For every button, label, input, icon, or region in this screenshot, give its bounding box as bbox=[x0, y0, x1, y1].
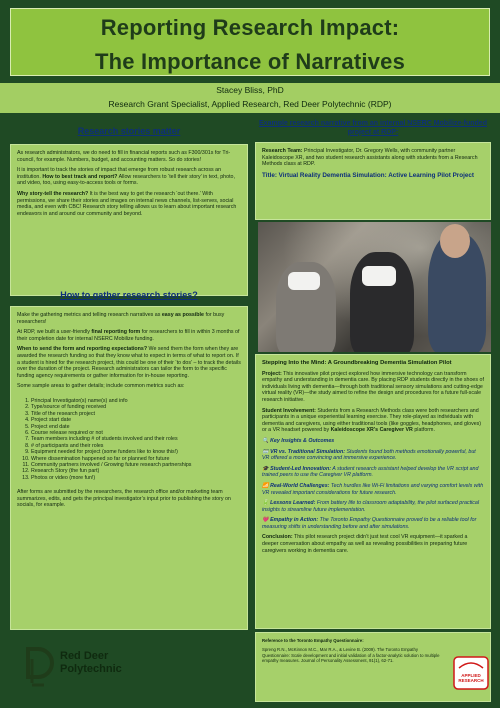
gather-p1: Make the gathering metrics and telling research narratives as easy as possible for busy researchers! bbox=[17, 312, 225, 325]
list-item: 4. Project start date bbox=[31, 417, 241, 423]
insight-item: 🎓 Student-Led Innovation: A student research assistant helped develop the VR script and trained peers to use the Caregiver VR platform. bbox=[262, 465, 479, 479]
battery-icon: 🔋 bbox=[262, 500, 271, 507]
example-narrative-title: Example research narrative from an internal NSERC Mobilize-funded project at RDP: bbox=[259, 120, 487, 136]
poster-header bbox=[10, 8, 490, 76]
gather-p5: After forms are submitted by the researchers, the research office and/or marketing team summarizes, edits, and gets the principal investigator’s input prior to publishing the story on socials, for example. bbox=[17, 489, 231, 509]
vr-classroom-photo bbox=[258, 222, 491, 352]
stamp-label: APPLIED RESEARCH bbox=[458, 673, 484, 683]
list-item: 2. Type/source of funding received bbox=[31, 404, 241, 410]
list-item: 7. Team members including # of students involved and their roles bbox=[31, 436, 241, 442]
poster-title-line1: Reporting Research Impact: bbox=[100, 15, 400, 40]
list-item: 8. # of participants and their roles bbox=[31, 443, 241, 449]
vr-headset-icon: 🥽 bbox=[262, 448, 271, 455]
list-item: 12. Research Story (the fun part) bbox=[31, 468, 241, 474]
list-item: 5. Project end date bbox=[31, 424, 241, 430]
conclusion: Conclusion: This pilot research project didn’t just test cool VR equipment—it sparked a deeper conversation about empathy as well as revealing possibilities in preparing future caregivers working in dementia care. bbox=[262, 534, 468, 554]
student-involvement: Student Involvement: Students from a Research Methods class were both researchers and participants in a unique experiential learning exercise. They role-played as individuals with dementia and caregivers, using either traditional tools (like goggles, headphones, and gloves) or a VR headset powered by Kaleidoscope XR’s Caregiver VR platform. bbox=[262, 407, 482, 434]
heart-icon: 💗 bbox=[262, 517, 271, 524]
author-name: Stacey Bliss, PhD bbox=[216, 85, 284, 95]
list-item: 6. Course release required or not bbox=[31, 430, 241, 436]
insight-item: 💗 Empathy in Action: The Toronto Empathy Questionnaire proved to be a reliable tool for measuring shifts in understanding before and after simulations. bbox=[262, 517, 477, 530]
author-band bbox=[0, 83, 500, 113]
insight-item: 📶 Real-World Challenges: Tech hurdles like Wi-Fi limitations and varying comfort levels with VR revealed important considerations for future research. bbox=[262, 482, 484, 496]
gather-p2: At RDP, we built a user-friendly final reporting form for researchers to fill in within 3 months of their completion date for internal NSERC Mobilize funding. bbox=[17, 329, 240, 342]
gather-p4: Some sample areas to gather details; include common metrics such as: bbox=[17, 383, 185, 390]
stories-p1: As research administrators, we do need to fill in financial reports such as F300/301s for Tri-council, for example. Numbers, budget, and accounting matters. So do stories! bbox=[17, 150, 231, 163]
section-title-gather-stories: How to gather research stories? bbox=[60, 290, 198, 300]
insight-item: 🔋 Lessons Learned: From battery life to classroom adaptability, the pilot surfaced practical insights to streamline future implementation. bbox=[262, 500, 480, 513]
insights-title: 🔍 Key Insights & Outcomes bbox=[262, 437, 335, 444]
gather-p3: When to send the form and reporting expectations? We send them the form when they are awarded the research funding so that they know what to expect in terms of what to report on. If a student is hired for the research project, this could be one of their ‘to dos’ – to track the details over the duration of the project. Research administrators can tailor the form to the specific funding agency requirements or gather information for in-house reporting. bbox=[17, 346, 241, 379]
list-item: 1. Principal Investigator(s) name(s) and info bbox=[31, 398, 241, 404]
poster-title-line2: The Importance of Narratives bbox=[94, 49, 406, 74]
section-title-stories-matter: Research stories matter bbox=[77, 126, 181, 136]
insight-item: 🥽 VR vs. Traditional Simulation: Students found both methods emotionally powerful, but VR offered a more convincing and immersive experience. bbox=[262, 448, 476, 462]
project-subhead: Stepping Into the Mind: A Groundbreaking Dementia Simulation Pilot bbox=[262, 360, 452, 366]
list-item: 10. Where dissemination happened so far or planned for future bbox=[31, 456, 241, 462]
stories-p3: Why story-tell the research? It is the best way to get the research ‘out there.’ With permissions, we share their stories and images on internal news channels, list-serves, social media, and even with CBC! Research story telling allows us to learn about important research endeavors in and around our community and beyond. bbox=[17, 190, 237, 217]
student-icon: 🎓 bbox=[262, 465, 271, 472]
panel-research-team bbox=[255, 142, 491, 220]
panel-stories-matter bbox=[10, 144, 248, 296]
research-team: Research Team: Principal Investigator, Dr. Gregory Wells, with community partner Kaleidoscope XR, and two student research assistants along with students from a Research Methods class at RDP. bbox=[262, 148, 478, 168]
list-item: 13. Photos or video (more fun!) bbox=[31, 475, 241, 481]
panel-gather-stories bbox=[10, 306, 248, 630]
list-item: 11. Community partners involved / Growing future research partnerships bbox=[31, 462, 241, 468]
list-item: 3. Title of the research project bbox=[31, 411, 241, 417]
reference-text: Spreng R.N., McKinnon M.C., Mar R.A., & Levine B. (2009). The Toronto Empathy Questionnaire: Scale development and initial validation of a factor-analytic solution to multiple empathy measures. Journal of Personality Assessment, 91(1), 62-71. bbox=[262, 647, 440, 664]
stories-p2: It is important to track the stories of impact that emerge from robust research across an institution. How to best track and report? Allow researchers to ‘tell their story’ in text, photo, and video, too, using easy-to-access tools or forms. bbox=[17, 167, 235, 187]
list-item: 9. Equipment needed for project (some funders like to know this!) bbox=[31, 449, 241, 455]
panel-project-details bbox=[255, 354, 491, 629]
chart-icon: 📶 bbox=[262, 482, 271, 489]
rdp-logo-text: Red Deer Polytechnic bbox=[60, 650, 122, 675]
reference-title: Reference to the Toronto Empathy Questionnaire: bbox=[262, 638, 364, 643]
author-role: Research Grant Specialist, Applied Research, Red Deer Polytechnic (RDP) bbox=[108, 99, 392, 109]
search-icon: 🔍 bbox=[262, 437, 271, 444]
metrics-list bbox=[17, 398, 241, 481]
project-description: Project: This innovative pilot project explored how immersive technology can transform empathy and understanding in dementia care. By placing RDP students directly in the shoes of individuals living with dementia—through both traditional sensory simulations and cutting-edge virtual reality (VR)—the study aimed to refine the design and procedures for a future full-scale research initiative. bbox=[262, 370, 484, 403]
project-title: Title: Virtual Reality Dementia Simulation: Active Learning Pilot Project bbox=[262, 171, 474, 179]
rdp-logo-icon bbox=[24, 645, 56, 689]
